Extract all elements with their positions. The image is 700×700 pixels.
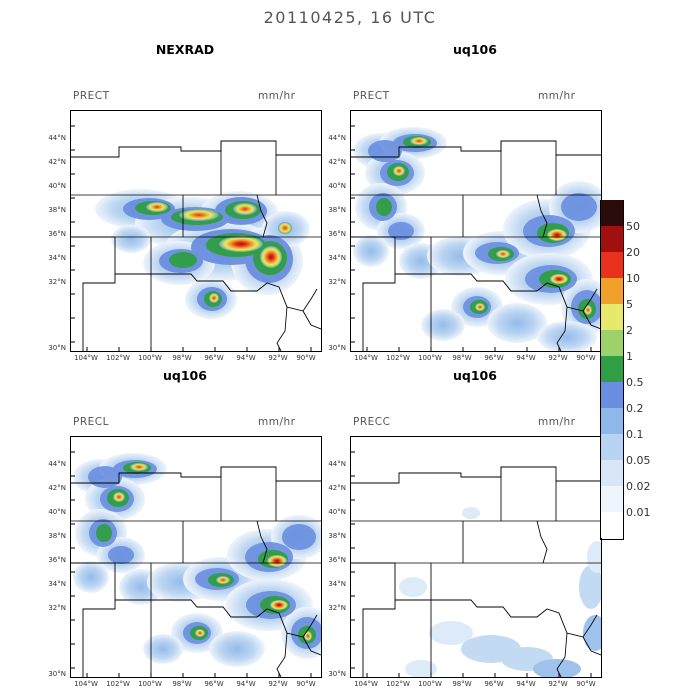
xtick-90w: 90°W bbox=[296, 354, 316, 362]
ytick-32n: 32°N bbox=[328, 278, 346, 286]
colorbar-tick-0-02: 0.02 bbox=[626, 480, 651, 493]
ytick-42n: 42°N bbox=[48, 484, 66, 492]
ytick-44n: 44°N bbox=[328, 460, 346, 468]
xtick-96w: 96°W bbox=[204, 354, 224, 362]
xtick-98w: 98°W bbox=[452, 680, 472, 688]
ytick-30n: 30°N bbox=[328, 344, 346, 352]
ytick-30n: 30°N bbox=[48, 670, 66, 678]
xtick-104w: 104°W bbox=[74, 354, 98, 362]
xtick-90w: 90°W bbox=[296, 680, 316, 688]
xtick-104w: 104°W bbox=[74, 680, 98, 688]
xtick-94w: 94°W bbox=[236, 354, 256, 362]
ytick-36n: 36°N bbox=[328, 556, 346, 564]
map-canvas-uq106-prect bbox=[350, 110, 602, 352]
page-title: 20110425, 16 UTC bbox=[263, 8, 437, 27]
xtick-100w: 100°W bbox=[418, 680, 442, 688]
xtick-92w: 92°W bbox=[268, 354, 288, 362]
xtick-98w: 98°W bbox=[172, 354, 192, 362]
xtick-104w: 104°W bbox=[354, 680, 378, 688]
colorbar-tick-0-5: 0.5 bbox=[626, 376, 644, 389]
xtick-102w: 102°W bbox=[106, 680, 130, 688]
colorbar-swatch-below001 bbox=[600, 512, 624, 538]
xtick-94w: 94°W bbox=[516, 680, 536, 688]
xtick-90w: 90°W bbox=[576, 354, 596, 362]
ytick-36n: 36°N bbox=[328, 230, 346, 238]
xtick-102w: 102°W bbox=[106, 354, 130, 362]
ytick-38n: 38°N bbox=[48, 206, 66, 214]
xtick-102w: 102°W bbox=[386, 680, 410, 688]
ytick-40n: 40°N bbox=[328, 508, 346, 516]
colorbar-swatch-1-2 bbox=[600, 330, 624, 356]
colorbar-swatch-002-005 bbox=[600, 460, 624, 486]
panel-units-label: mm/hr bbox=[258, 416, 296, 428]
map-canvas-uq106-precl bbox=[70, 436, 322, 678]
panel-heading-uq106-prect: uq106 bbox=[453, 42, 497, 57]
ytick-36n: 36°N bbox=[48, 556, 66, 564]
ytick-34n: 34°N bbox=[328, 254, 346, 262]
colorbar-tick-50: 50 bbox=[626, 220, 640, 233]
colorbar-tick-10: 10 bbox=[626, 272, 640, 285]
xtick-94w: 94°W bbox=[516, 354, 536, 362]
ytick-44n: 44°N bbox=[328, 134, 346, 142]
colorbar-tick-5: 5 bbox=[626, 298, 633, 311]
ytick-38n: 38°N bbox=[48, 532, 66, 540]
colorbar-tick-2: 2 bbox=[626, 324, 633, 337]
ytick-44n: 44°N bbox=[48, 460, 66, 468]
colorbar-swatch-20-50 bbox=[600, 226, 624, 252]
panel-units-label: mm/hr bbox=[538, 416, 576, 428]
ytick-38n: 38°N bbox=[328, 206, 346, 214]
ytick-34n: 34°N bbox=[48, 254, 66, 262]
map-canvas-nexrad-prect bbox=[70, 110, 322, 352]
xtick-98w: 98°W bbox=[452, 354, 472, 362]
panel-field-label: PRECT bbox=[73, 90, 110, 102]
ytick-30n: 30°N bbox=[48, 344, 66, 352]
panel-field-label: PRECL bbox=[73, 416, 109, 428]
ytick-44n: 44°N bbox=[48, 134, 66, 142]
xtick-100w: 100°W bbox=[418, 354, 442, 362]
colorbar-tick-0-05: 0.05 bbox=[626, 454, 651, 467]
ytick-42n: 42°N bbox=[48, 158, 66, 166]
xtick-98w: 98°W bbox=[172, 680, 192, 688]
colorbar-tick-0-01: 0.01 bbox=[626, 506, 651, 519]
panel-units-label: mm/hr bbox=[258, 90, 296, 102]
xtick-96w: 96°W bbox=[484, 680, 504, 688]
colorbar-swatch-10-20 bbox=[600, 252, 624, 278]
ytick-40n: 40°N bbox=[48, 508, 66, 516]
ytick-32n: 32°N bbox=[48, 278, 66, 286]
xtick-104w: 104°W bbox=[354, 354, 378, 362]
panel-field-label: PRECT bbox=[353, 90, 390, 102]
ytick-38n: 38°N bbox=[328, 532, 346, 540]
colorbar-tick-0-1: 0.1 bbox=[626, 428, 644, 441]
colorbar-swatch-001-002 bbox=[600, 486, 624, 512]
colorbar-tick-0-2: 0.2 bbox=[626, 402, 644, 415]
colorbar-swatch-01-02 bbox=[600, 408, 624, 434]
ytick-30n: 30°N bbox=[328, 670, 346, 678]
xtick-102w: 102°W bbox=[386, 354, 410, 362]
ytick-34n: 34°N bbox=[48, 580, 66, 588]
panel-heading-nexrad: NEXRAD bbox=[155, 42, 215, 57]
ytick-40n: 40°N bbox=[328, 182, 346, 190]
ytick-32n: 32°N bbox=[328, 604, 346, 612]
colorbar-swatch-05-1 bbox=[600, 356, 624, 382]
colorbar-tick-20: 20 bbox=[626, 246, 640, 259]
colorbar-swatch-5-10 bbox=[600, 278, 624, 304]
ytick-40n: 40°N bbox=[48, 182, 66, 190]
colorbar-tick-1: 1 bbox=[626, 350, 633, 363]
map-canvas-uq106-precc bbox=[350, 436, 602, 678]
panel-units-label: mm/hr bbox=[538, 90, 576, 102]
colorbar-swatch-02-05 bbox=[600, 382, 624, 408]
xtick-100w: 100°W bbox=[138, 680, 162, 688]
panel-heading-uq106-precc: uq106 bbox=[453, 368, 497, 383]
ytick-42n: 42°N bbox=[328, 484, 346, 492]
xtick-92w: 92°W bbox=[548, 680, 568, 688]
xtick-92w: 92°W bbox=[268, 680, 288, 688]
ytick-42n: 42°N bbox=[328, 158, 346, 166]
xtick-100w: 100°W bbox=[138, 354, 162, 362]
panel-field-label: PRECC bbox=[353, 416, 391, 428]
xtick-92w: 92°W bbox=[548, 354, 568, 362]
xtick-90w: 90°W bbox=[576, 680, 596, 688]
ytick-36n: 36°N bbox=[48, 230, 66, 238]
colorbar-swatch-005-01 bbox=[600, 434, 624, 460]
xtick-96w: 96°W bbox=[484, 354, 504, 362]
xtick-94w: 94°W bbox=[236, 680, 256, 688]
ytick-32n: 32°N bbox=[48, 604, 66, 612]
colorbar-swatch-above50 bbox=[600, 200, 624, 226]
panel-heading-uq106-precl: uq106 bbox=[163, 368, 207, 383]
colorbar-swatch-2-5 bbox=[600, 304, 624, 330]
ytick-34n: 34°N bbox=[328, 580, 346, 588]
xtick-96w: 96°W bbox=[204, 680, 224, 688]
colorbar bbox=[600, 200, 690, 540]
